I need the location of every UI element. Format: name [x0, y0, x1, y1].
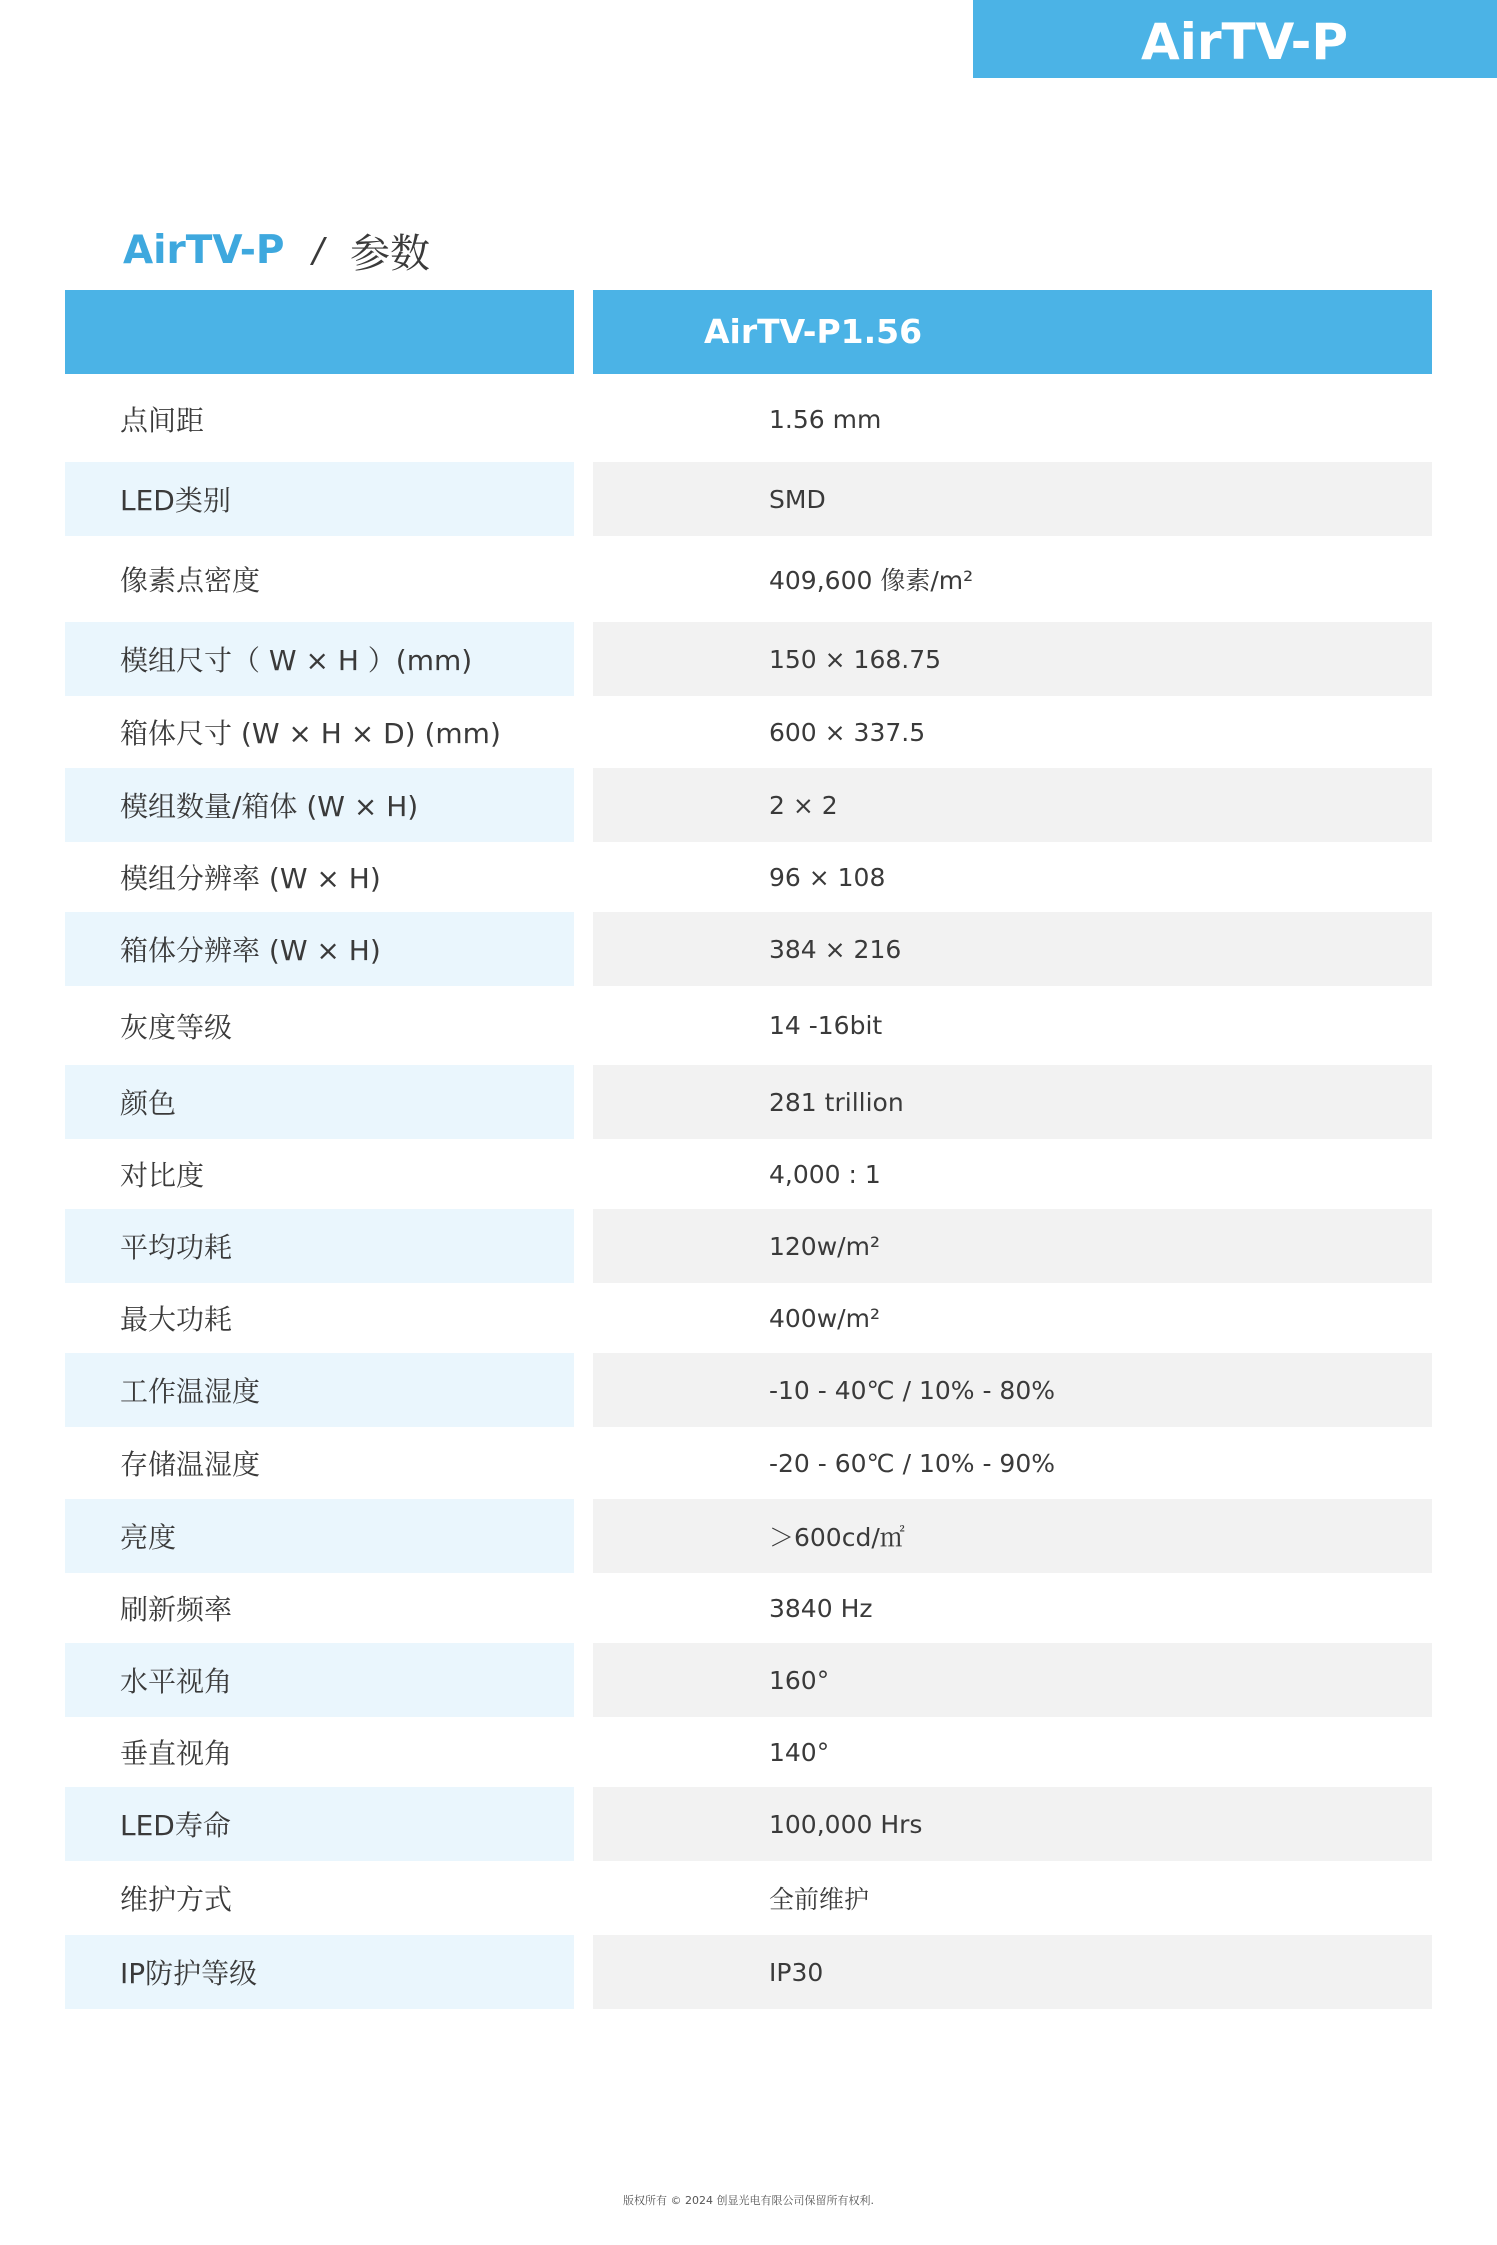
table-row: [65, 912, 1432, 986]
row-value: 600 × 337.5: [769, 717, 926, 747]
copyright-footer: 版权所有 © 2024 创显光电有限公司保留所有权利.: [623, 2194, 874, 2207]
row-value-cell: [593, 1861, 1432, 1935]
table-header-row: [65, 290, 1432, 374]
row-label-cell: [65, 462, 574, 536]
row-value: 3840 Hz: [769, 1593, 873, 1623]
row-value-cell: [593, 1717, 1432, 1787]
row-label: 点间距: [120, 404, 205, 437]
table-row: [65, 842, 1432, 912]
row-label-cell: [65, 1139, 574, 1209]
row-value: 全前维护: [769, 1885, 870, 1914]
row-value: 160°: [769, 1665, 830, 1695]
row-label: 像素点密度: [120, 564, 261, 597]
row-label: 平均功耗: [120, 1231, 233, 1264]
row-value: 2 × 2: [769, 790, 838, 820]
row-value: -10 - 40℃ / 10% - 80%: [769, 1375, 1055, 1405]
row-label-cell: [65, 1861, 574, 1935]
row-label-cell: [65, 1717, 574, 1787]
table-row: [65, 1283, 1432, 1353]
row-value-cell: [593, 1139, 1432, 1209]
row-label-cell: [65, 1643, 574, 1717]
row-value: 96 × 108: [769, 862, 886, 892]
row-value-cell: [593, 1787, 1432, 1861]
row-label: 水平视角: [120, 1665, 233, 1698]
row-label-cell: [65, 696, 574, 768]
row-value-cell: [593, 696, 1432, 768]
row-label-cell: [65, 768, 574, 842]
spec-table: [65, 290, 1432, 2009]
row-value: 1.56 mm: [769, 404, 882, 434]
row-label: 垂直视角: [120, 1737, 233, 1770]
row-label-cell: [65, 1209, 574, 1283]
table-header-label-cell: [65, 290, 574, 374]
row-label-cell: [65, 1935, 574, 2009]
table-row: [65, 1643, 1432, 1717]
row-label: 模组分辨率 (W × H): [120, 862, 381, 895]
row-label-cell: [65, 536, 574, 622]
row-value: 400w/m²: [769, 1303, 880, 1333]
row-label-cell: [65, 912, 574, 986]
table-row: [65, 696, 1432, 768]
top-banner: [973, 0, 1497, 78]
banner-title: AirTV-P: [1141, 13, 1349, 71]
row-value: 150 × 168.75: [769, 644, 942, 674]
table-row: [65, 1935, 1432, 2009]
row-value-cell: [593, 536, 1432, 622]
page-heading: [123, 222, 430, 282]
row-label: 颜色: [120, 1087, 177, 1120]
row-label-cell: [65, 842, 574, 912]
row-label: 刷新频率: [120, 1593, 233, 1626]
row-label: 模组数量/箱体 (W × H): [120, 790, 419, 823]
row-value-cell: [593, 1573, 1432, 1643]
row-value-cell: [593, 462, 1432, 536]
table-row: [65, 1139, 1432, 1209]
row-value-cell: [593, 842, 1432, 912]
row-value: 409,600 像素/m²: [769, 566, 974, 595]
row-value: 384 × 216: [769, 934, 902, 964]
row-label: 维护方式: [120, 1883, 233, 1916]
table-row: [65, 768, 1432, 842]
row-label: LED寿命: [120, 1809, 231, 1842]
row-value: SMD: [769, 484, 826, 514]
row-label-cell: [65, 1353, 574, 1427]
row-label-cell: [65, 1427, 574, 1499]
row-label: 对比度: [120, 1159, 205, 1192]
row-label: 存储温湿度: [120, 1448, 261, 1481]
row-value-cell: [593, 1283, 1432, 1353]
heading-product-name: AirTV-P: [123, 228, 285, 273]
table-row: [65, 1499, 1432, 1573]
row-value-cell: [593, 912, 1432, 986]
row-value: 281 trillion: [769, 1087, 904, 1117]
row-label-cell: [65, 1283, 574, 1353]
heading-label: 参数: [349, 231, 430, 277]
table-row: [65, 1209, 1432, 1283]
row-value: IP30: [769, 1957, 824, 1987]
heading-separator: /: [312, 230, 324, 271]
row-value: ＞600cd/㎡: [769, 1523, 905, 1552]
table-row: [65, 1065, 1432, 1139]
row-value: 140°: [769, 1737, 830, 1767]
table-row: [65, 1353, 1432, 1427]
row-value-cell: [593, 768, 1432, 842]
row-value-cell: [593, 622, 1432, 696]
row-label-cell: [65, 1065, 574, 1139]
row-value-cell: [593, 1209, 1432, 1283]
table-row: [65, 376, 1432, 462]
row-label-cell: [65, 622, 574, 696]
table-row: [65, 536, 1432, 622]
row-label: 箱体尺寸 (W × H × D) (mm): [120, 717, 501, 750]
row-value: 120w/m²: [769, 1231, 880, 1261]
row-label: IP防护等级: [120, 1957, 258, 1990]
row-label-cell: [65, 1573, 574, 1643]
row-label-cell: [65, 1499, 574, 1573]
table-row: [65, 1717, 1432, 1787]
row-label: 工作温湿度: [120, 1375, 261, 1408]
table-header-model: AirTV-P1.56: [704, 312, 923, 351]
row-value-cell: [593, 376, 1432, 462]
row-label: 模组尺寸（ W × H ）(mm): [120, 644, 473, 677]
row-value-cell: [593, 1065, 1432, 1139]
row-value: 4,000 : 1: [769, 1159, 881, 1189]
table-row: [65, 1787, 1432, 1861]
table-row: [65, 986, 1432, 1065]
row-label: 亮度: [120, 1521, 177, 1554]
row-label: 灰度等级: [120, 1010, 233, 1044]
row-label: 箱体分辨率 (W × H): [120, 934, 381, 967]
table-row: [65, 622, 1432, 696]
table-row: [65, 462, 1432, 536]
row-value-cell: [593, 1935, 1432, 2009]
row-label: 最大功耗: [120, 1303, 233, 1336]
row-label-cell: [65, 1787, 574, 1861]
row-value-cell: [593, 1499, 1432, 1573]
row-label-cell: [65, 986, 574, 1065]
table-row: [65, 1427, 1432, 1499]
row-label-cell: [65, 376, 574, 462]
row-value: 14 -16bit: [769, 1011, 883, 1040]
row-value-cell: [593, 1353, 1432, 1427]
table-row: [65, 1573, 1432, 1643]
table-row: [65, 1861, 1432, 1935]
row-value: -20 - 60℃ / 10% - 90%: [769, 1448, 1055, 1478]
row-label: LED类别: [120, 484, 231, 517]
row-value: 100,000 Hrs: [769, 1809, 923, 1839]
table-header-model-cell: [593, 290, 1432, 374]
row-value-cell: [593, 1643, 1432, 1717]
row-value-cell: [593, 986, 1432, 1065]
row-value-cell: [593, 1427, 1432, 1499]
